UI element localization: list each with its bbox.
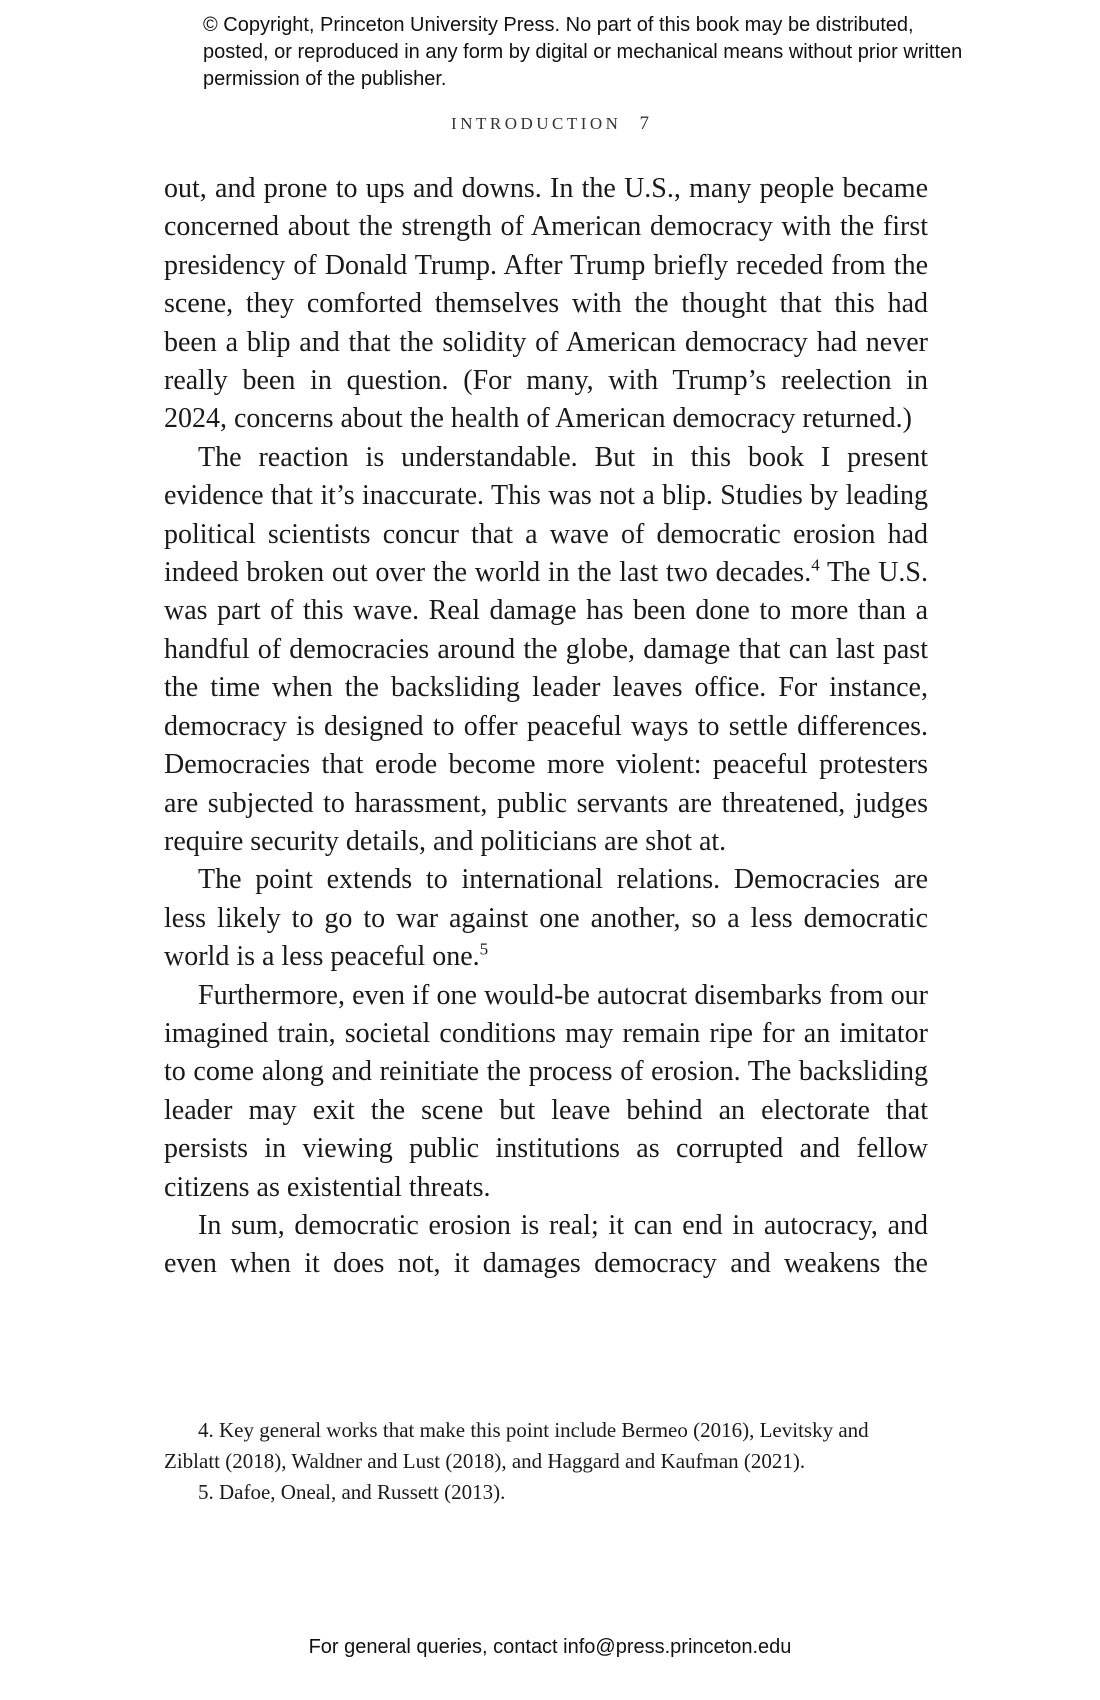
paragraph-3 [164,861,928,976]
footnote-5: 5. Dafoe, Oneal, and Russett (2013). [198,1480,506,1504]
contact-footer: For general queries, contact info@press.princeton.edu [308,1636,792,1658]
paragraph-1: out, and prone to ups and downs. In the U.S., many people became concerned about the strength of American democracy with the first presidency of Donald Trump. After Trump briefly receded from the scene, they comforted themselves with the thought that this had been a blip and that the solidity of American democracy had never really been in question. (For many, with Trump’s reelection in 2024, concerns about the health of American democracy returned.) [164,173,928,435]
paragraph-3-text: The point extends to international relations. Democracies are less likely to go to war against one another, so a less democratic world is a less peaceful one. [164,864,928,973]
paragraph-2-text-b: The U.S. was part of this wave. Real damage has been done to more than a handful of democracies around the globe, damage that can last past the time when the backsliding leader leaves office. For instance, democracy is designed to offer peaceful ways to settle differences. Democracies that erode become more violent: peaceful protesters are subjected to harassment, public servants are threatened, judges require security details, and politicians are shot at. [164,557,928,857]
footnote-4: 4. Key general works that make this point include Bermeo (2016), Levitsky and Ziblatt (2018), Waldner and Lust (2018), and Haggard and Kaufman (2021). [164,1418,869,1473]
page-number: 7 [639,113,649,134]
main-text [164,170,928,1284]
paragraph-2 [164,439,928,861]
running-head [0,113,1100,135]
copyright-notice: © Copyright, Princeton University Press. No part of this book may be distributed, posted, or reproduced in any form by digital or mechanical means without prior written permission of the publisher. [203,14,963,90]
footnotes [164,1415,928,1508]
footnote-ref-4[interactable]: 4 [811,555,820,575]
footnote-ref-5[interactable]: 5 [479,939,489,959]
running-head-title: INTRODUCTION [451,114,622,133]
paragraph-4: Furthermore, even if one would-be autocrat disembarks from our imagined train, societal conditions may remain ripe for an imitator to come along and reinitiate the process of erosion. The backsliding leader may exit the scene but leave behind an electorate that persists in viewing public institutions as corrupted and fellow citizens as existential threats. [164,979,928,1203]
paragraph-5: In sum, democratic erosion is real; it can end in autocracy, and even when it does not, it damages democracy and weakens the [164,1209,928,1280]
paragraph-2-text-a: The reaction is understandable. But in this book I present evidence that it’s inaccurate. This was not a blip. Studies by leading political scientists concur that a wave of democratic erosion had indeed broken out over the world in the last two decades. [164,441,928,589]
